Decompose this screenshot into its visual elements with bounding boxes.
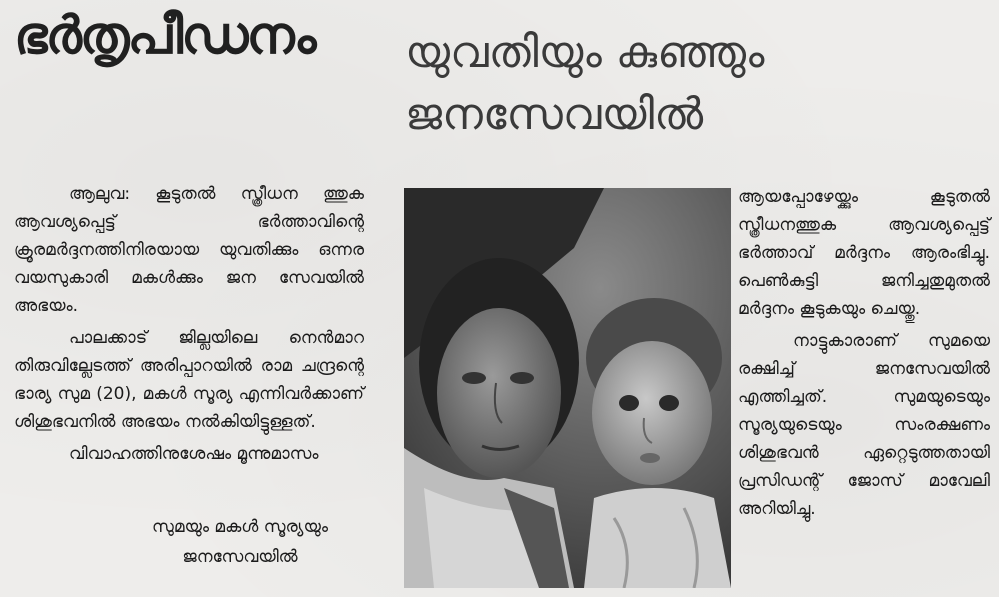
article-column-left <box>14 180 364 472</box>
paragraph: ആയപ്പോഴേയ്ക്കും കൂടുതൽ സ്ത്രീധനത്തുക ആവശ്യപ്പെട്ട് ഭർത്താവ് മർദ്ദനം ആരംഭിച്ചു. പെൺകുട്ടി ജനിച്ചതുമുതൽ മർദ്ദനം കൂടുകയും ചെയ്തു. <box>738 187 990 319</box>
paragraph: വിവാഹത്തിനുശേഷം മൂന്നുമാസം <box>69 444 319 464</box>
paragraph: ആലുവ: കൂടുതൽ സ്ത്രീധന ത്തുക ആവശ്യപ്പെട്ട് ഭർത്താവിന്റെ ക്രൂരമർദ്ദനത്തിനിരയായ യുവതിക്കും ഒന്നര വയസുകാരി മകൾക്കും ജന സേവയിൽ അഭയം. <box>14 184 364 316</box>
kicker-heading: ഭർതൃപീഡനം <box>14 6 315 66</box>
headline-line-1: യുവതിയും കുഞ്ഞും <box>405 27 765 78</box>
caption-line-1: സുമയും മകൾ സൂര്യയും <box>152 517 328 537</box>
news-photo <box>404 188 731 588</box>
paragraph: നാട്ടുകാരാണ് സുമയെ രക്ഷിച്ച് ജനസേവയിൽ എത്തിച്ചത്. സുമയുടെയും സൂര്യയുടെയും സംരക്ഷണം ശിശുഭവൻ ഏറ്റെടുത്തതായി പ്രസിഡന്റ് ജോസ് മാവേലി അറിയിച്ചു. <box>738 331 990 519</box>
article-column-right <box>738 183 990 527</box>
headline <box>405 22 985 146</box>
headline-line-2: ജനസേവയിൽ <box>405 89 704 140</box>
caption-line-2: ജനസേവയിൽ <box>182 547 298 567</box>
mother-and-child-photo <box>404 188 731 588</box>
paragraph: പാലക്കാട് ജില്ലയിലെ നെൻമാറ തിരുവില്ലേടത്ത് അരിപ്പാറയിൽ രാമ ചന്ദ്രന്റെ ഭാര്യ സുമ (20), മകൾ സൂര്യ എന്നിവർക്കാണ് ശിശുഭവനിൽ അഭയം നൽകിയിട്ടുള്ളത്. <box>14 328 364 432</box>
photo-caption <box>120 512 360 572</box>
